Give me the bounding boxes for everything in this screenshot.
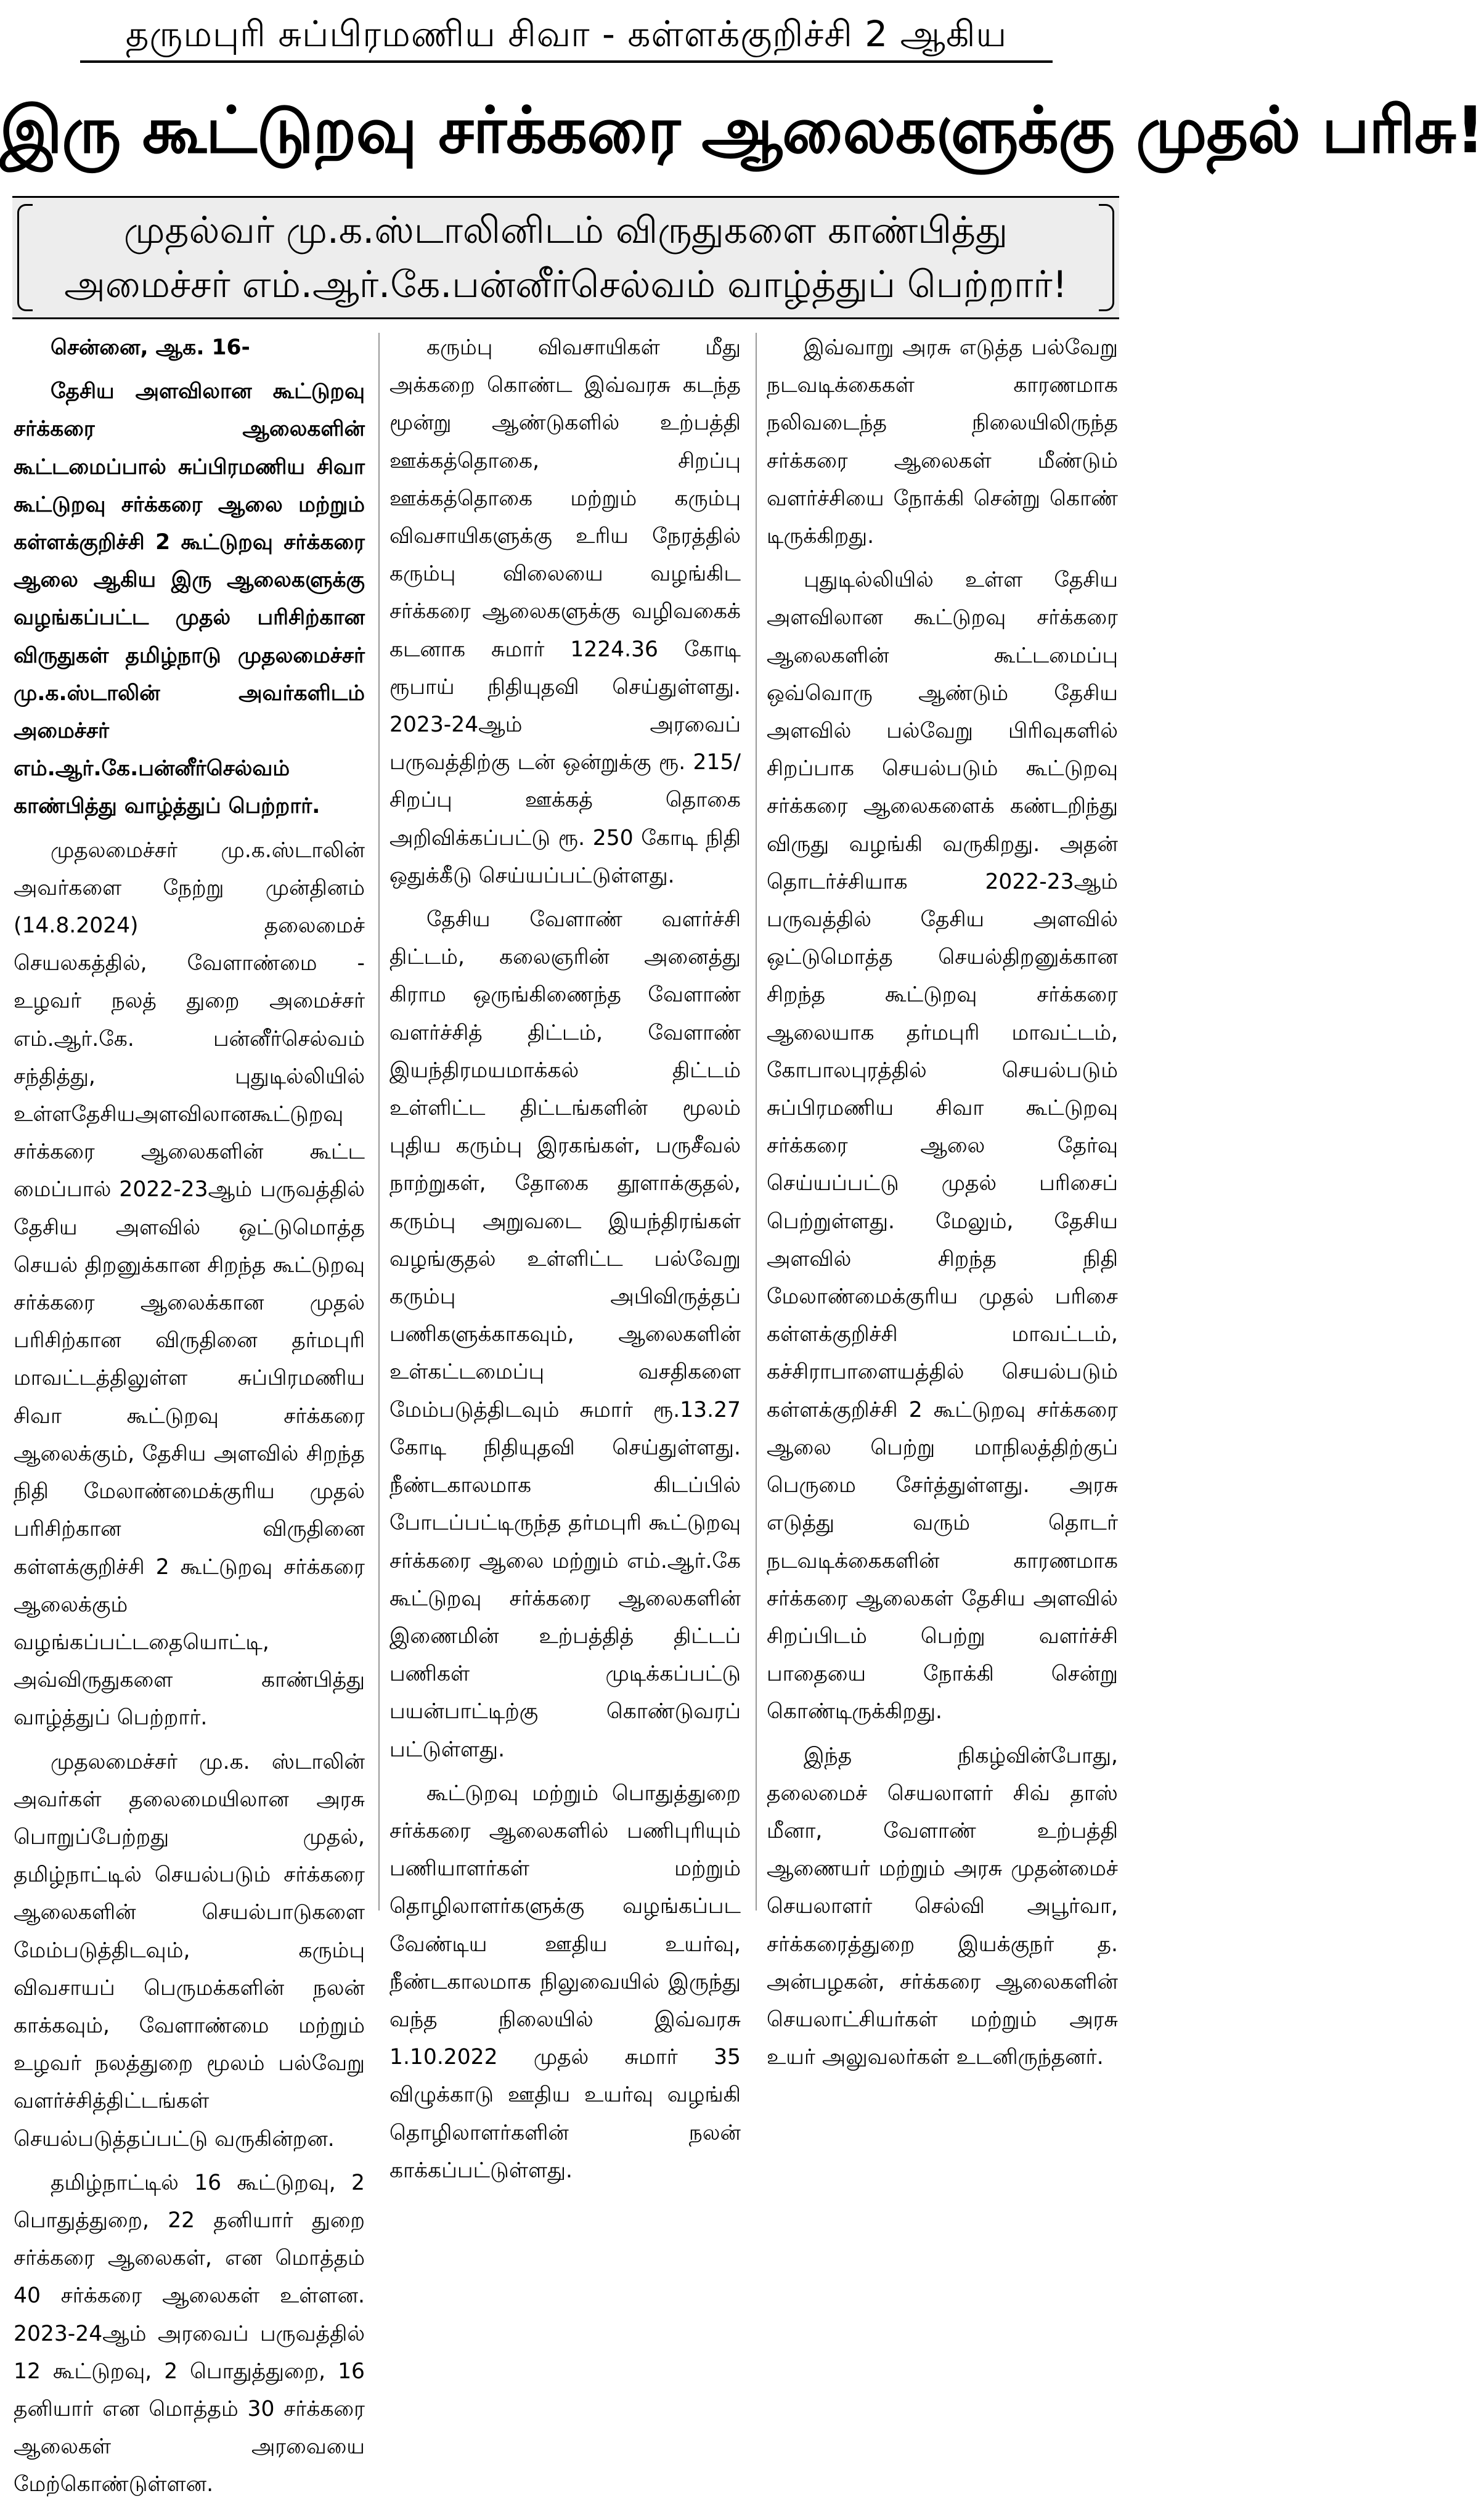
article-paragraph: முதலமைச்சர் மு.க.ஸ்டாலின் அவர்களை நேற்று முன்தினம் (14.8.2024) தலைமைச் செயலகத்தில், வேளாண்மை - உழவர் நலத் துறை அமைச்சர் எம்.ஆர்.கே. பன்னீர்செல்வம் சந்தித்து, புதுடில்லியில் உள்ளதேசியஅளவிலானகூட்டுறவு சர்க்கரை ஆலைகளின் கூட்ட மைப்பால் 2022-23ஆம் பருவத்தில் தேசிய அளவில் ஒட்டுமொத்த செயல் திறனுக்கான சிறந்த கூட்டுறவு சர்க்கரை ஆலைக்கான முதல் பரிசிற்கான விருதினை தர்மபுரி மாவட்டத்திலுள்ள சுப்பிரமணிய சிவா கூட்டுறவு சர்க்கரை ஆலைக்கும், தேசிய அளவில் சிறந்த நிதி மேலாண்மைக்குரிய முதல் பரிசிற்கான விருதினை கள்ளக்குறிச்சி 2 கூட்டுறவு சர்க்கரை ஆலைக்கும் வழங்கப்பட்டதையொட்டி, அவ்விருதுகளை காண்பித்து வாழ்த்துப் பெற்றார். [14,838,365,1731]
article-paragraph: புதுடில்லியில் உள்ள தேசிய அளவிலான கூட்டுறவு சர்க்கரை ஆலைகளின் கூட்டமைப்பு ஒவ்வொரு ஆண்டும் தேசிய அளவில் பல்வேறு பிரிவுகளில் சிறப்பாக செயல்படும் கூட்டுறவு சர்க்கரை ஆலைகளைக் கண்டறிந்து விருது வழங்கி வருகிறது. அதன் தொடர்ச்சியாக 2022-23ஆம் பருவத்தில் தேசிய அளவில் ஒட்டுமொத்த செயல்திறனுக்கான சிறந்த கூட்டுறவு சர்க்கரை ஆலையாக தர்மபுரி மாவட்டம், கோபாலபுரத்தில் செயல்படும் சுப்பிரமணிய சிவா கூட்டுறவு சர்க்கரை ஆலை தேர்வு செய்யப்பட்டு முதல் பரிசைப் பெற்றுள்ளது. மேலும், தேசிய அளவில் சிறந்த நிதி மேலாண்மைக்குரிய முதல் பரிசை கள்ளக்குறிச்சி மாவட்டம், கச்சிராபாளையத்தில் செயல்படும் கள்ளக்குறிச்சி 2 கூட்டுறவு சர்க்கரை ஆலை பெற்று மாநிலத்திற்குப் பெருமை சேர்த்துள்ளது. அரசு எடுத்து வரும் தொடர் நடவடிக்கைகளின் காரணமாக சர்க்கரை ஆலைகள் தேசிய அளவில் சிறப்பிடம் பெற்று வளர்ச்சி பாதையை நோக்கி சென்று கொண்டிருக்கிறது. [767,568,1118,1724]
article-column-3 [767,329,1118,2070]
article-paragraph: தமிழ்நாட்டில் 16 கூட்டுறவு, 2 பொதுத்துறை, 22 தனியார் துறை சர்க்கரை ஆலைகள், என மொத்தம் 40 சர்க்கரை ஆலைகள் உள்ளன. 2023-24ஆம் அரவைப் பருவத்தில் 12 கூட்டுறவு, 2 பொதுத்துறை, 16 தனியார் என மொத்தம் 30 சர்க்கரை ஆலைகள் அரவையை மேற்கொண்டுள்ளன. [14,2170,365,2497]
article-paragraph: இவ்வாறு அரசு எடுத்த பல்வேறு நடவடிக்கைகள் காரணமாக நலிவடைந்த நிலையிலிருந்த சர்க்கரை ஆலைகள் மீண்டும் வளர்ச்சியை நோக்கி சென்று கொண் டிருக்கிறது. [767,335,1118,549]
column-divider [756,333,757,1911]
article-paragraph: தேசிய வேளாண் வளர்ச்சி திட்டம், கலைஞரின் அனைத்து கிராம ஒருங்கிணைந்த வேளாண் வளர்ச்சித் திட்டம், வேளாண் இயந்திரமயமாக்கல் திட்டம் உள்ளிட்ட திட்டங்களின் மூலம் புதிய கரும்பு இரகங்கள், பருசீவல் நாற்றுகள், தோகை தூளாக்குதல், கரும்பு அறுவடை இயந்திரங்கள் வழங்குதல் உள்ளிட்ட பல்வேறு கரும்பு அபிவிருத்தப் பணிகளுக்காகவும், ஆலைகளின் உள்கட்டமைப்பு வசதிகளை மேம்படுத்திடவும் சுமார் ரூ.13.27 கோடி நிதியுதவி செய்துள்ளது. நீண்டகாலமாக கிடப்பில் போடப்பட்டிருந்த தர்மபுரி கூட்டுறவு சர்க்கரை ஆலை மற்றும் எம்.ஆர்.கே கூட்டுறவு சர்க்கரை ஆலைகளின் இணைமின் உற்பத்தித் திட்டப் பணிகள் முடிக்கப்பட்டு பயன்பாட்டிற்கு கொண்டுவரப் பட்டுள்ளது. [389,907,741,1762]
kicker-headline: தருமபுரி சுப்பிரமணிய சிவா - கள்ளக்குறிச்சி 2 ஆகிய [125,13,1008,55]
article-column-1 [14,329,365,2497]
article-paragraph: இந்த நிகழ்வின்போது, தலைமைச் செயலாளர் சிவ் தாஸ் மீனா, வேளாண் உற்பத்தி ஆணையர் மற்றும் அரசு முதன்மைச் செயலாளர் செல்வி அபூர்வா, சர்க்கரைத்துறை இயக்குநர் த. அன்பழகன், சர்க்கரை ஆலைகளின் செயலாட்சியர்கள் மற்றும் அரசு உயர் அலுவலர்கள் உடனிருந்தனர். [767,1743,1118,2070]
kicker-underline [80,60,1053,63]
subheadline-line-2: அமைச்சர் எம்.ஆர்.கே.பன்னீர்செல்வம் வாழ்த்துப் பெற்றார்! [64,263,1067,306]
article-column-2 [389,329,741,2183]
subheadline-box [12,196,1119,319]
article-lead: தேசிய அளவிலான கூட்டுறவு சர்க்கரை ஆலைகளின் கூட்டமைப்பால் சுப்பிரமணிய சிவா கூட்டுறவு சர்க்கரை ஆலை மற்றும் கள்ளக்குறிச்சி 2 கூட்டுறவு சர்க்கரை ஆலை ஆகிய இரு ஆலைகளுக்கு வழங்கப்பட்ட முதல் பரிசிற்கான விருதுகள் தமிழ்நாடு முதலமைச்சர் மு.க.ஸ்டாலின் அவர்களிடம் அமைச்சர் எம்.ஆர்.கே.பன்னீர்செல்வம் காண்பித்து வாழ்த்துப் பெற்றார். [14,379,365,819]
column-divider [378,333,380,1911]
main-headline: இரு கூட்டுறவு சர்க்கரை ஆலைகளுக்கு முதல் பரிசு! [0,92,1484,168]
article-dateline-paragraph [14,329,365,367]
subheadline-line-1: முதல்வர் மு.க.ஸ்டாலினிடம் விருதுகளை காண்பித்து [123,209,1008,252]
article-dateline: சென்னை, ஆக. 16- [51,335,250,360]
article-paragraph: கூட்டுறவு மற்றும் பொதுத்துறை சர்க்கரை ஆலைகளில் பணிபுரியும் பணியாளர்கள் மற்றும் தொழிலாளர்களுக்கு வழங்கப்பட வேண்டிய ஊதிய உயர்வு, நீண்டகாலமாக நிலுவையில் இருந்து வந்த நிலையில் இவ்வரசு 1.10.2022 முதல் சுமார் 35 விழுக்காடு ஊதிய உயர்வு வழங்கி தொழிலாளர்களின் நலன் காக்கப்பட்டுள்ளது. [389,1780,741,2183]
article-paragraph: முதலமைச்சர் மு.க. ஸ்டாலின் அவர்கள் தலைமையிலான அரசு பொறுப்பேற்றது முதல், தமிழ்நாட்டில் செயல்படும் சர்க்கரை ஆலைகளின் செயல்பாடுகளை மேம்படுத்திடவும், கரும்பு விவசாயப் பெருமக்களின் நலன் காக்கவும், வேளாண்மை மற்றும் உழவர் நலத்துறை மூலம் பல்வேறு வளர்ச்சித்திட்டங்கள் செயல்படுத்தப்பட்டு வருகின்றன. [14,1749,365,2151]
article-paragraph: கரும்பு விவசாயிகள் மீது அக்கறை கொண்ட இவ்வரசு கடந்த மூன்று ஆண்டுகளில் உற்பத்தி ஊக்கத்தொகை, சிறப்பு ஊக்கத்தொகை மற்றும் கரும்பு விவசாயிகளுக்கு உரிய நேரத்தில் கரும்பு விலையை வழங்கிட சர்க்கரை ஆலைகளுக்கு வழிவகைக் கடனாக சுமார் 1224.36 கோடி ரூபாய் நிதியுதவி செய்துள்ளது. 2023-24ஆம் அரவைப் பருவத்திற்கு டன் ஒன்றுக்கு ரூ. 215/சிறப்பு ஊக்கத் தொகை அறிவிக்கப்பட்டு ரூ. 250 கோடி நிதி ஒதுக்கீடு செய்யப்பட்டுள்ளது. [389,335,741,888]
